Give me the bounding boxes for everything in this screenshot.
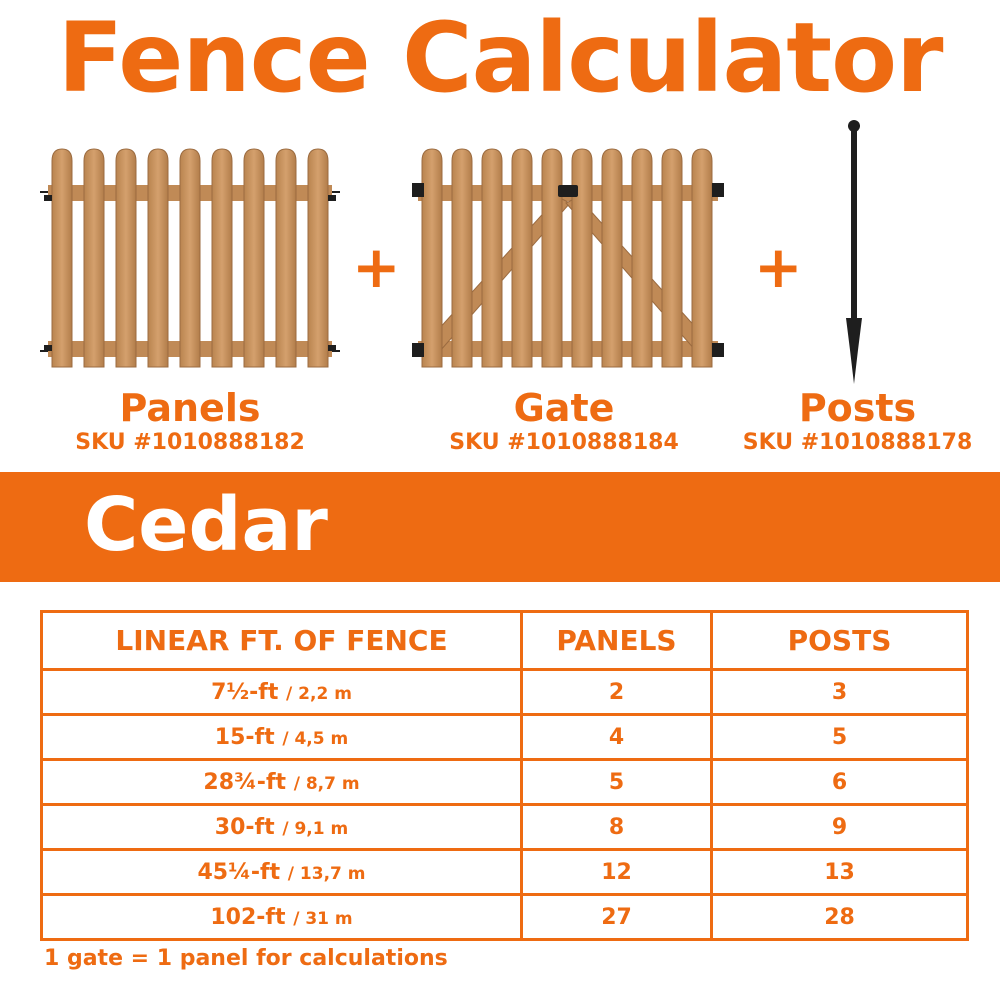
posts-cell: 13	[712, 850, 968, 895]
length-cell	[42, 715, 522, 760]
table-row	[42, 760, 968, 805]
fence-gate-icon	[408, 145, 730, 370]
panels-cell: 27	[522, 895, 712, 940]
product-name: Posts	[798, 386, 917, 430]
length-cell	[42, 760, 522, 805]
length-metric: / 4,5 m	[282, 728, 349, 749]
fence-panel-icon	[40, 145, 340, 370]
length-metric: / 31 m	[293, 908, 353, 929]
product-sku: SKU #1010888182	[75, 429, 305, 455]
length-feet: 15-ft	[214, 724, 275, 750]
panels-cell: 8	[522, 805, 712, 850]
length-metric: / 8,7 m	[293, 773, 360, 794]
table-row	[42, 895, 968, 940]
panels-cell: 2	[522, 670, 712, 715]
product-name: Panels	[119, 386, 261, 430]
material-label: Cedar	[84, 482, 328, 568]
table-header-row	[42, 612, 968, 670]
header-panels: PANELS	[522, 612, 712, 670]
table-row	[42, 805, 968, 850]
plus-sign: +	[754, 233, 803, 301]
panels-cell: 12	[522, 850, 712, 895]
length-feet: 30-ft	[214, 814, 275, 840]
length-cell	[42, 895, 522, 940]
posts-caption	[735, 388, 980, 456]
length-feet: 45¼-ft	[197, 859, 281, 885]
posts-cell: 6	[712, 760, 968, 805]
posts-cell: 3	[712, 670, 968, 715]
panels-cell: 5	[522, 760, 712, 805]
product-name: Gate	[513, 386, 615, 430]
header-posts: POSTS	[712, 612, 968, 670]
length-cell	[42, 805, 522, 850]
length-metric: / 2,2 m	[286, 683, 352, 704]
panels-caption	[40, 388, 340, 456]
material-banner	[0, 472, 1000, 582]
table-row	[42, 670, 968, 715]
product-sku: SKU #1010888178	[742, 429, 973, 455]
length-cell	[42, 850, 522, 895]
length-cell	[42, 670, 522, 715]
fence-post-icon	[834, 118, 874, 388]
fence-calculation-table	[40, 610, 969, 941]
table-row	[42, 850, 968, 895]
posts-cell: 28	[712, 895, 968, 940]
length-metric: / 13,7 m	[287, 863, 366, 884]
length-metric: / 9,1 m	[282, 818, 349, 839]
length-feet: 102-ft	[210, 904, 286, 930]
panels-cell: 4	[522, 715, 712, 760]
posts-cell: 9	[712, 805, 968, 850]
table-row	[42, 715, 968, 760]
length-feet: 28¾-ft	[203, 769, 287, 795]
plus-sign: +	[352, 233, 401, 301]
length-feet: 7½-ft	[211, 679, 279, 705]
calculation-footnote: 1 gate = 1 panel for calculations	[44, 946, 448, 971]
gate-caption	[414, 388, 714, 456]
page-title: Fence Calculator	[57, 2, 943, 114]
posts-cell: 5	[712, 715, 968, 760]
product-sku: SKU #1010888184	[449, 429, 679, 455]
header-linear-feet: LINEAR FT. OF FENCE	[42, 612, 522, 670]
